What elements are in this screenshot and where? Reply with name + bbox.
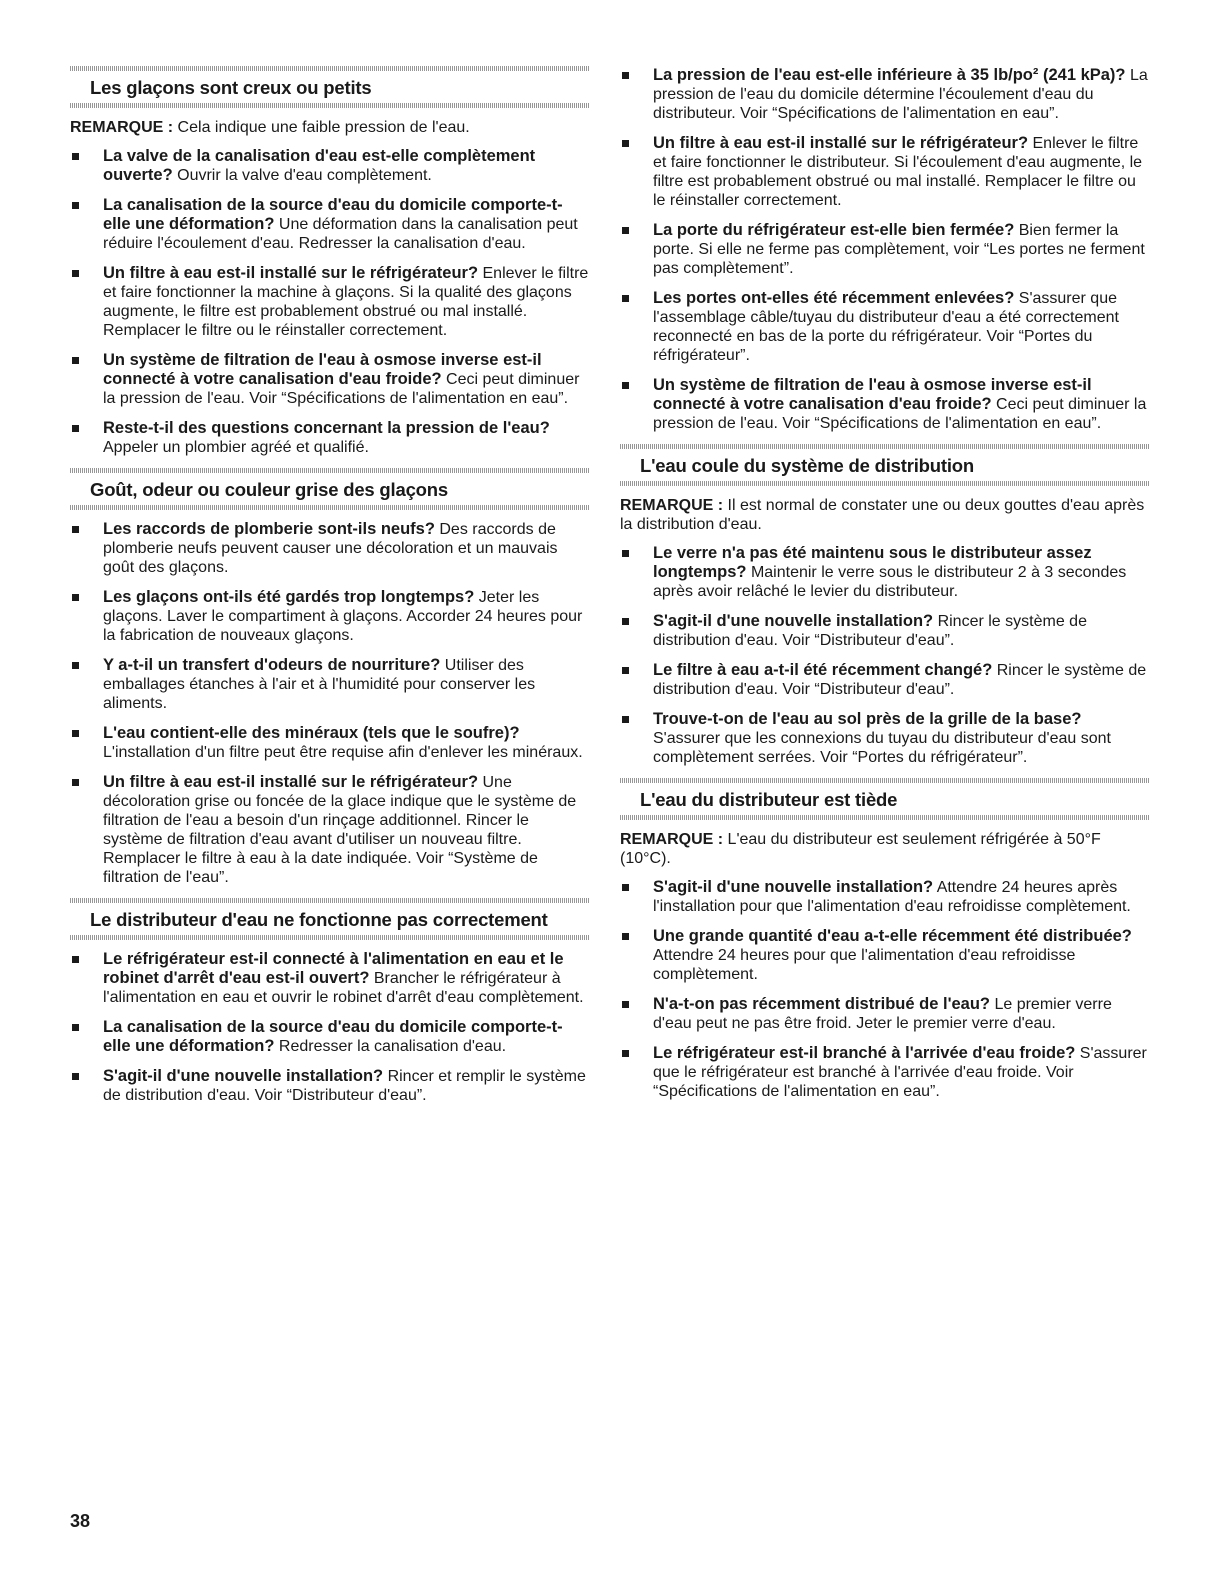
answer-text: Des raccords de plomberie neufs peuvent causer une décoloration et un mauvais goût des glaçons. bbox=[103, 521, 558, 576]
section-title: Goût, odeur ou couleur grise des glaçons bbox=[90, 479, 448, 500]
dotted-rule bbox=[620, 481, 1150, 486]
remark-text: Il est normal de constater une ou deux gouttes d'eau après la distribution d'eau. bbox=[620, 497, 1145, 533]
remark-label: REMARQUE : bbox=[70, 119, 174, 136]
dotted-rule bbox=[70, 103, 590, 108]
question-list bbox=[70, 520, 590, 887]
list-item bbox=[70, 419, 590, 457]
troubleshooting-section bbox=[70, 66, 590, 457]
question-list bbox=[620, 878, 1150, 1101]
list-item bbox=[70, 1067, 590, 1105]
question-list bbox=[70, 950, 590, 1105]
square-bullet-icon bbox=[622, 884, 629, 891]
square-bullet-icon bbox=[72, 270, 79, 277]
question-text: Le verre n'a pas été maintenu sous le distributeur assez longtemps? bbox=[653, 544, 1092, 581]
square-bullet-icon bbox=[622, 1001, 629, 1008]
square-bullet-icon bbox=[72, 1024, 79, 1031]
square-bullet-icon bbox=[622, 933, 629, 940]
list-item bbox=[70, 196, 590, 253]
list-item bbox=[70, 351, 590, 408]
square-bullet-icon bbox=[72, 956, 79, 963]
question-text: Les portes ont-elles été récemment enlevées? bbox=[653, 289, 1015, 307]
answer-text: Ceci peut diminuer la pression de l'eau. Voir “Spécifications de l'alimentation en eau”. bbox=[653, 396, 1147, 432]
question-text: Les raccords de plomberie sont-ils neufs? bbox=[103, 520, 435, 538]
dotted-rule bbox=[70, 468, 590, 473]
square-bullet-icon bbox=[622, 716, 629, 723]
square-bullet-icon bbox=[622, 227, 629, 234]
list-item bbox=[70, 773, 590, 887]
troubleshooting-section bbox=[620, 66, 1150, 433]
answer-text: Une déformation dans la canalisation peut réduire l'écoulement d'eau. Redresser la canalisation d'eau. bbox=[103, 216, 578, 252]
answer-text: Attendre 24 heures pour que l'alimentation d'eau refroidisse complètement. bbox=[653, 947, 1076, 983]
answer-text: Maintenir le verre sous le distributeur 2 à 3 secondes après avoir relâché le levier du distributeur. bbox=[653, 564, 1127, 600]
answer-text: Le premier verre d'eau peut ne pas être froid. Jeter le premier verre d'eau. bbox=[653, 996, 1112, 1032]
square-bullet-icon bbox=[72, 1073, 79, 1080]
answer-text: Ceci peut diminuer la pression de l'eau. Voir “Spécifications de l'alimentation en eau”. bbox=[103, 371, 580, 407]
square-bullet-icon bbox=[72, 730, 79, 737]
square-bullet-icon bbox=[622, 295, 629, 302]
list-item bbox=[70, 264, 590, 340]
troubleshooting-section bbox=[70, 468, 590, 887]
answer-text: Appeler un plombier agréé et qualifié. bbox=[103, 439, 369, 456]
answer-text: Enlever le filtre et faire fonctionner le distributeur. Si l'écoulement d'eau augmente, le filtre est probablement obstrué ou mal installé. Remplacer le filtre ou le réinstaller correctement. bbox=[653, 135, 1143, 209]
troubleshooting-section bbox=[620, 778, 1150, 1101]
list-item bbox=[620, 661, 1150, 699]
list-item bbox=[620, 710, 1150, 767]
question-text: Le réfrigérateur est-il connecté à l'alimentation en eau et le robinet d'arrêt d'eau est-il ouvert? bbox=[103, 950, 564, 987]
list-item bbox=[70, 147, 590, 185]
square-bullet-icon bbox=[622, 140, 629, 147]
square-bullet-icon bbox=[72, 202, 79, 209]
left-column bbox=[70, 66, 590, 1116]
remark-label: REMARQUE : bbox=[620, 831, 724, 848]
list-item bbox=[70, 950, 590, 1007]
question-text: Un filtre à eau est-il installé sur le réfrigérateur? bbox=[653, 134, 1029, 152]
answer-text: Rincer le système de distribution d'eau. Voir “Distributeur d'eau”. bbox=[653, 662, 1147, 698]
dotted-rule bbox=[70, 505, 590, 510]
question-text: La valve de la canalisation d'eau est-elle complètement ouverte? bbox=[103, 147, 536, 184]
answer-text: Bien fermer la porte. Si elle ne ferme pas complètement, voir “Les portes ne ferment pas complètement”. bbox=[653, 222, 1145, 277]
square-bullet-icon bbox=[72, 425, 79, 432]
list-item bbox=[620, 221, 1150, 278]
question-list bbox=[620, 66, 1150, 433]
square-bullet-icon bbox=[622, 667, 629, 674]
question-text: Y a-t-il un transfert d'odeurs de nourriture? bbox=[103, 656, 441, 674]
question-text: Une grande quantité d'eau a-t-elle récemment été distribuée? bbox=[653, 927, 1132, 945]
dotted-rule bbox=[620, 815, 1150, 820]
troubleshooting-section bbox=[620, 444, 1150, 767]
question-text: S'agit-il d'une nouvelle installation? bbox=[653, 612, 934, 630]
question-text: La canalisation de la source d'eau du domicile comporte-t-elle une déformation? bbox=[103, 1018, 563, 1055]
list-item bbox=[620, 544, 1150, 601]
section-title: L'eau du distributeur est tiède bbox=[640, 789, 898, 810]
question-text: La pression de l'eau est-elle inférieure à 35 lb/po² (241 kPa)? bbox=[653, 66, 1126, 84]
answer-text: Redresser la canalisation d'eau. bbox=[274, 1038, 507, 1055]
question-text: Un système de filtration de l'eau à osmose inverse est-il connecté à votre canalisation d'eau froide? bbox=[103, 351, 542, 388]
square-bullet-icon bbox=[622, 72, 629, 79]
section-header bbox=[70, 66, 590, 108]
question-text: Un système de filtration de l'eau à osmose inverse est-il connecté à votre canalisation d'eau froide? bbox=[653, 376, 1092, 413]
remark-text: L'eau du distributeur est seulement réfrigérée à 50°F (10°C). bbox=[620, 831, 1101, 867]
remark-note bbox=[70, 118, 590, 137]
remark-label: REMARQUE : bbox=[620, 497, 724, 514]
dotted-rule bbox=[70, 898, 590, 903]
question-text: Reste-t-il des questions concernant la pression de l'eau? bbox=[103, 419, 550, 437]
square-bullet-icon bbox=[622, 618, 629, 625]
answer-text: S'assurer que le réfrigérateur est branché à l'arrivée d'eau froide. Voir “Spécifications de l'alimentation en eau”. bbox=[653, 1045, 1147, 1100]
dotted-rule bbox=[620, 778, 1150, 783]
answer-text: S'assurer que les connexions du tuyau du distributeur d'eau sont complètement serrées. Voir “Portes du réfrigérateur”. bbox=[653, 730, 1111, 766]
square-bullet-icon bbox=[622, 1050, 629, 1057]
list-item bbox=[620, 376, 1150, 433]
list-item bbox=[620, 995, 1150, 1033]
list-item bbox=[70, 588, 590, 645]
list-item bbox=[70, 520, 590, 577]
square-bullet-icon bbox=[622, 382, 629, 389]
question-text: Le filtre à eau a-t-il été récemment changé? bbox=[653, 661, 993, 679]
question-text: La canalisation de la source d'eau du domicile comporte-t-elle une déformation? bbox=[103, 196, 563, 233]
square-bullet-icon bbox=[72, 153, 79, 160]
dotted-rule bbox=[70, 66, 590, 71]
remark-text: Cela indique une faible pression de l'eau. bbox=[173, 119, 470, 136]
question-text: Un filtre à eau est-il installé sur le réfrigérateur? bbox=[103, 264, 479, 282]
answer-text: Rincer et remplir le système de distribution d'eau. Voir “Distributeur d'eau”. bbox=[103, 1068, 586, 1104]
answer-text: L'installation d'un filtre peut être requise afin d'enlever les minéraux. bbox=[103, 744, 583, 761]
section-header bbox=[620, 444, 1150, 486]
square-bullet-icon bbox=[72, 779, 79, 786]
troubleshooting-section bbox=[70, 898, 590, 1105]
dotted-rule bbox=[70, 935, 590, 940]
page-number: 38 bbox=[70, 1511, 91, 1531]
answer-text: Une décoloration grise ou foncée de la glace indique que le système de filtration de l'eau a besoin d'un rinçage additionnel. Rincer le système de filtration d'eau avant d'utiliser un nouveau filtre. Remplacer le filtre à eau à la date indiquée. Voir “Système de filtration de l'eau”. bbox=[103, 774, 577, 886]
section-header bbox=[620, 778, 1150, 820]
answer-text: S'assurer que l'assemblage câble/tuyau du distributeur d'eau a été correctement reconnecté en bas de la porte du réfrigérateur. Voir “Portes du réfrigérateur”. bbox=[653, 290, 1119, 364]
question-text: Les glaçons ont-ils été gardés trop longtemps? bbox=[103, 588, 475, 606]
list-item bbox=[70, 1018, 590, 1056]
answer-text: Ouvrir la valve d'eau complètement. bbox=[172, 167, 432, 184]
square-bullet-icon bbox=[72, 526, 79, 533]
square-bullet-icon bbox=[72, 594, 79, 601]
question-text: Le réfrigérateur est-il branché à l'arrivée d'eau froide? bbox=[653, 1044, 1076, 1062]
list-item bbox=[70, 724, 590, 762]
list-item bbox=[620, 289, 1150, 365]
square-bullet-icon bbox=[72, 357, 79, 364]
answer-text: Attendre 24 heures après l'installation pour que l'alimentation d'eau refroidisse complètement. bbox=[653, 879, 1131, 915]
question-text: N'a-t-on pas récemment distribué de l'eau? bbox=[653, 995, 991, 1013]
answer-text: Enlever le filtre et faire fonctionner la machine à glaçons. Si la qualité des glaçons augmente, le filtre est probablement obstrué ou mal installé. Remplacer le filtre ou le réinstaller correctement. bbox=[103, 265, 589, 339]
dotted-rule bbox=[620, 444, 1150, 449]
question-text: La porte du réfrigérateur est-elle bien fermée? bbox=[653, 221, 1015, 239]
answer-text: Utiliser des emballages étanches à l'air et à l'humidité pour conserver les aliments. bbox=[103, 657, 536, 712]
list-item bbox=[620, 66, 1150, 123]
answer-text: Rincer le système de distribution d'eau. Voir “Distributeur d'eau”. bbox=[653, 613, 1087, 649]
answer-text: Jeter les glaçons. Laver le compartiment à glaçons. Accorder 24 heures pour la fabrication de nouveaux glaçons. bbox=[103, 589, 583, 644]
question-text: S'agit-il d'une nouvelle installation? bbox=[653, 878, 934, 896]
right-column bbox=[620, 66, 1150, 1112]
list-item bbox=[620, 927, 1150, 984]
list-item bbox=[620, 134, 1150, 210]
section-header bbox=[70, 898, 590, 940]
list-item bbox=[70, 656, 590, 713]
question-text: S'agit-il d'une nouvelle installation? bbox=[103, 1067, 384, 1085]
section-title: Les glaçons sont creux ou petits bbox=[90, 77, 372, 98]
list-item bbox=[620, 1044, 1150, 1101]
list-item bbox=[620, 612, 1150, 650]
square-bullet-icon bbox=[622, 550, 629, 557]
section-title: Le distributeur d'eau ne fonctionne pas correctement bbox=[90, 909, 548, 930]
question-text: Trouve-t-on de l'eau au sol près de la grille de la base? bbox=[653, 710, 1082, 728]
answer-text: Brancher le réfrigérateur à l'alimentation en eau et ouvrir le robinet d'arrêt d'eau complètement. bbox=[103, 970, 584, 1006]
remark-note bbox=[620, 830, 1150, 868]
section-title: L'eau coule du système de distribution bbox=[640, 455, 974, 476]
question-list bbox=[620, 544, 1150, 767]
answer-text: La pression de l'eau du domicile détermine l'écoulement d'eau du distributeur. Voir “Spécifications de l'alimentation en eau”. bbox=[653, 67, 1148, 122]
question-text: L'eau contient-elle des minéraux (tels que le soufre)? bbox=[103, 724, 520, 742]
question-list bbox=[70, 147, 590, 457]
section-header bbox=[70, 468, 590, 510]
square-bullet-icon bbox=[72, 662, 79, 669]
question-text: Un filtre à eau est-il installé sur le réfrigérateur? bbox=[103, 773, 479, 791]
list-item bbox=[620, 878, 1150, 916]
remark-note bbox=[620, 496, 1150, 534]
